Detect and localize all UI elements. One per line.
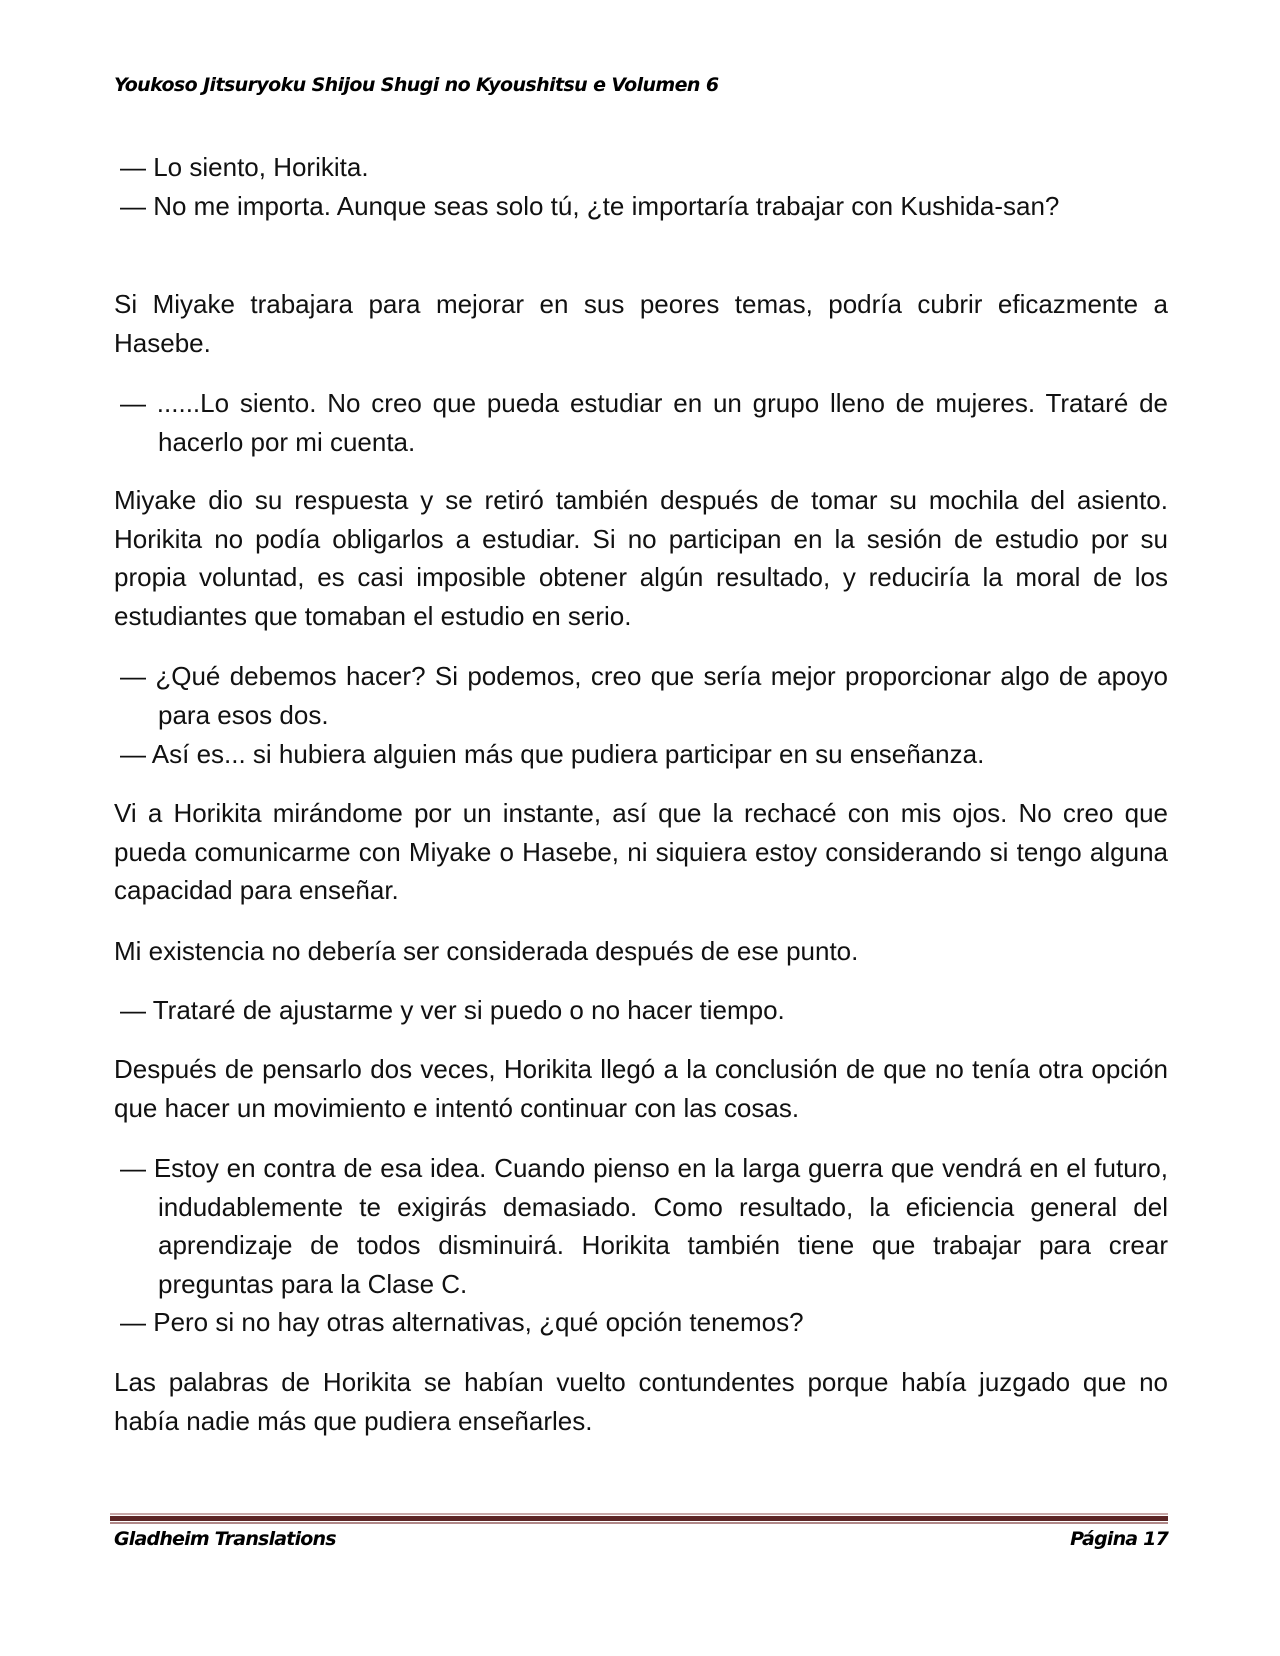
dialogue-line: — ......Lo siento. No creo que pueda estudiar en un grupo lleno de mujeres. Trataré de hacerlo por mi cuenta. (120, 388, 1168, 457)
dialogue-line: — Pero si no hay otras alternativas, ¿qué opción tenemos? (120, 1307, 804, 1337)
paragraph: Las palabras de Horikita se habían vuelto contundentes porque había juzgado que no había nadie más que pudiera enseñarles. (114, 1367, 1168, 1436)
dialogue-line: — No me importa. Aunque seas solo tú, ¿te importaría trabajar con Kushida-san? (120, 191, 1060, 221)
dialogue-line: — Lo siento, Horikita. (120, 152, 369, 182)
paragraph: Mi existencia no debería ser considerada después de ese punto. (114, 936, 859, 966)
running-header: Youkoso Jitsuryoku Shijou Shugi no Kyoushitsu e Volumen 6 (114, 74, 719, 96)
dialogue-line: — Trataré de ajustarme y ver si puedo o no hacer tiempo. (120, 995, 785, 1025)
paragraph: Si Miyake trabajara para mejorar en sus peores temas, podría cubrir eficazmente a Hasebe. (114, 289, 1168, 358)
footer-rule (110, 1513, 1168, 1524)
footer-credit: Gladheim Translations (114, 1528, 336, 1550)
page-number: Página 17 (1070, 1528, 1168, 1550)
paragraph: Miyake dio su respuesta y se retiró también después de tomar su mochila del asiento. Horikita no podía obligarlos a estudiar. Si no participan en la sesión de estudio por su propia voluntad, es casi imposible obtener algún resultado, y reduciría la moral de los estudiantes que tomaban el estudio en serio. (114, 485, 1168, 632)
dialogue-line: — ¿Qué debemos hacer? Si podemos, creo que sería mejor proporcionar algo de apoyo para esos dos. (120, 661, 1168, 730)
dialogue-line: — Así es... si hubiera alguien más que pudiera participar en su enseñanza. (120, 739, 985, 769)
dialogue-line: — Estoy en contra de esa idea. Cuando pienso en la larga guerra que vendrá en el futuro, indudablemente te exigirás demasiado. Como resultado, la eficiencia general del aprendizaje de todos disminuirá. Horikita también tiene que trabajar para crear preguntas para la Clase C. (120, 1153, 1168, 1300)
paragraph: Después de pensarlo dos veces, Horikita llegó a la conclusión de que no tenía otra opción que hacer un movimiento e intentó continuar con las cosas. (114, 1054, 1168, 1123)
paragraph: Vi a Horikita mirándome por un instante, así que la rechacé con mis ojos. No creo que pueda comunicarme con Miyake o Hasebe, ni siquiera estoy considerando si tengo alguna capacidad para enseñar. (114, 798, 1168, 906)
